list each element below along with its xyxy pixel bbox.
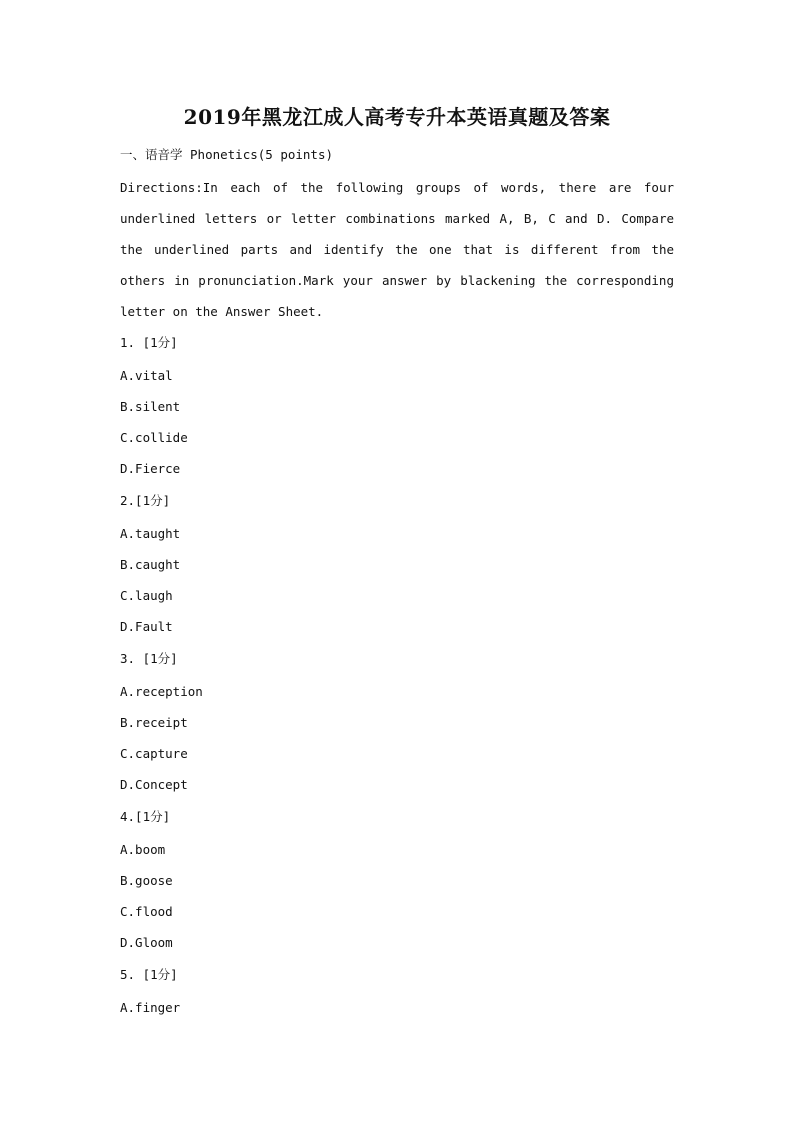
question-5 <box>120 958 674 1023</box>
option-c: C.capture <box>120 746 188 761</box>
option-c: C.laugh <box>120 588 173 603</box>
option-a: A.taught <box>120 526 181 541</box>
option-a: A.finger <box>120 1000 181 1015</box>
option-b: B.goose <box>120 873 173 888</box>
question-list <box>120 326 674 1023</box>
option-a: A.boom <box>120 842 166 857</box>
document-title: 2019年黑龙江成人高考专升本英语真题及答案 <box>183 105 611 129</box>
option-b: B.receipt <box>120 715 188 730</box>
question-label: 2.[1分] <box>120 493 171 508</box>
option-a: A.reception <box>120 684 203 699</box>
option-d: D.Fault <box>120 619 173 634</box>
option-a: A.vital <box>120 368 173 383</box>
option-c: C.collide <box>120 430 188 445</box>
option-d: D.Fierce <box>120 461 181 476</box>
question-label: 4.[1分] <box>120 809 171 824</box>
option-d: D.Gloom <box>120 935 173 950</box>
option-b: B.silent <box>120 399 181 414</box>
question-label: 5. [1分] <box>120 967 178 982</box>
question-2 <box>120 484 674 642</box>
question-label: 1. [1分] <box>120 335 178 350</box>
question-label: 3. [1分] <box>120 651 178 666</box>
question-4 <box>120 800 674 958</box>
section-heading: 一、语音学 Phonetics(5 points) <box>120 147 334 162</box>
question-3 <box>120 642 674 800</box>
directions-paragraph: Directions:In each of the following groups of words, there are four underlined letters or letter combinations marked A, B, C and D. Compare the underlined parts and identify the one that is different from the others in pronunciation.Mark your answer by blackening the corresponding letter on the Answer Sheet. <box>120 180 674 319</box>
question-1 <box>120 326 674 484</box>
option-b: B.caught <box>120 557 181 572</box>
option-d: D.Concept <box>120 777 188 792</box>
option-c: C.flood <box>120 904 173 919</box>
